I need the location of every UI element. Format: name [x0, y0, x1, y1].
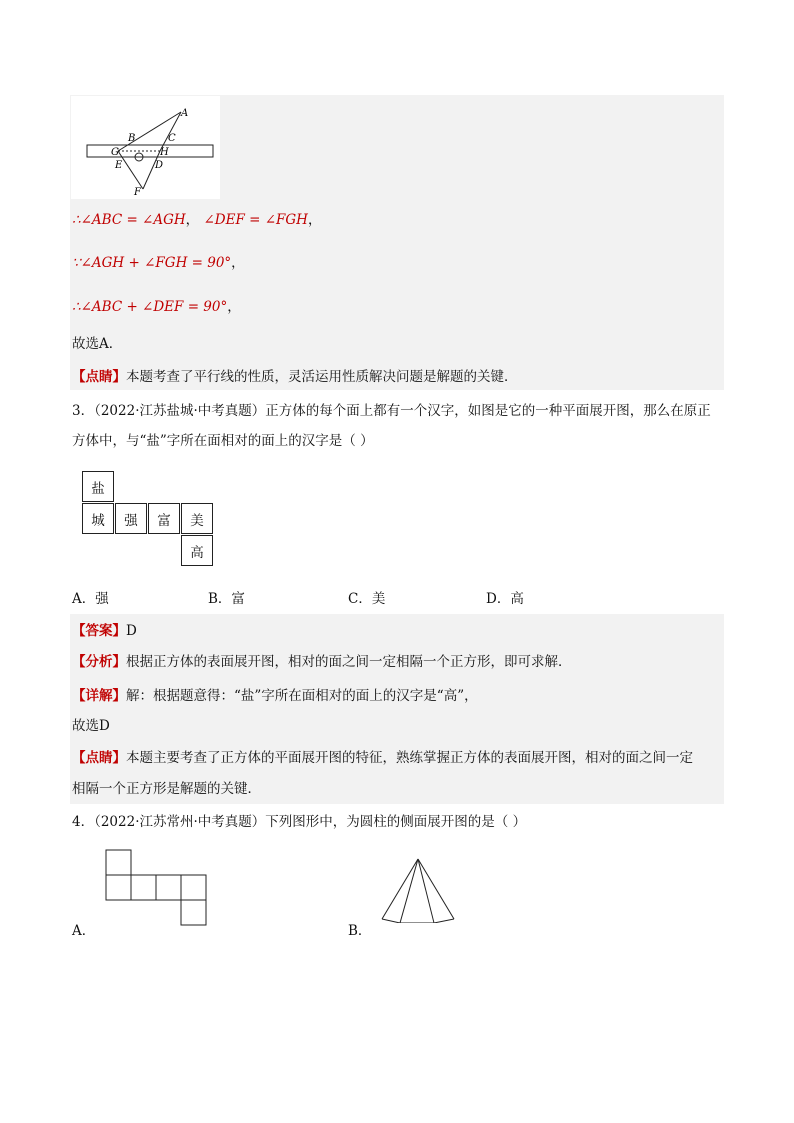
q3-comment-line-1: 【点睛】本题主要考查了正方体的平面展开图的特征，熟练掌握正方体的表面展开图，相对的面之间一定	[72, 750, 693, 766]
q4-figure-a	[105, 849, 209, 927]
proof-line-2: ∵∠AGH + ∠FGH = 90°，	[72, 255, 245, 271]
label-f: F	[134, 187, 141, 198]
q3-stem-line-1: 3．（2022·江苏盐城·中考真题）正方体的每个面上都有一个汉字，如图是它的一种平面展开图，那么在原正	[72, 403, 711, 419]
q3-stem-line-2: 方体中，与“盐”字所在面相对的面上的汉字是（ ）	[72, 433, 374, 449]
prev-choice: 故选A．	[72, 336, 123, 352]
q3-option-c: C．美	[348, 591, 386, 607]
proof-line-1a: ∴∠ABC = ∠AGH	[72, 212, 186, 228]
label-b: B	[128, 133, 136, 144]
geometry-figure	[71, 96, 220, 199]
q4-figure-b	[380, 857, 456, 923]
label-h: H	[160, 147, 169, 158]
q3-analysis: 【分析】根据正方体的表面展开图，相对的面之间一定相隔一个正方形，即可求解．	[72, 654, 572, 670]
q3-choice: 故选D	[72, 718, 110, 734]
proof-line-3: ∴∠ABC + ∠DEF = 90°，	[72, 299, 241, 315]
q3-option-b: B．富	[208, 591, 245, 607]
q3-option-a: A．强	[72, 591, 109, 607]
net-cell-row-2: 强	[115, 503, 147, 534]
q4-stem: 4．（2022·江苏常州·中考真题）下列图形中，为圆柱的侧面展开图的是（ ）	[72, 814, 527, 830]
q3-option-d: D．高	[486, 591, 524, 607]
proof-line-1b: ∠DEF = ∠FGH	[203, 212, 308, 228]
net-cell-bottom: 高	[181, 535, 213, 566]
q3-comment-line-2: 相隔一个正方形是解题的关键．	[72, 781, 261, 797]
comment-tag: 【点睛】	[72, 369, 126, 385]
label-d: D	[155, 160, 164, 171]
label-e: E	[115, 160, 123, 171]
q3-answer: 【答案】D	[72, 623, 137, 639]
parallel-lines-figure	[71, 96, 220, 199]
net-cell-row-1: 城	[82, 503, 114, 534]
cube-net	[82, 471, 216, 569]
label-c: C	[168, 133, 176, 144]
q4-option-a: A．	[72, 923, 96, 939]
prev-comment: 【点睛】本题考查了平行线的性质，灵活运用性质解决问题是解题的关键．	[72, 369, 518, 385]
answer-value: D	[126, 623, 137, 639]
solution-band-q3	[70, 614, 724, 804]
net-cell-row-4: 美	[181, 503, 213, 534]
proof-line-1: ∴∠ABC = ∠AGH， ∠DEF = ∠FGH，	[72, 212, 322, 228]
net-cell-top: 盐	[82, 471, 114, 502]
q4-option-b: B．	[348, 923, 372, 939]
label-g: G	[111, 147, 119, 158]
q3-detail: 【详解】解：根据题意得：“盐”字所在面相对的面上的汉字是“高”，	[72, 688, 478, 704]
label-a: A	[181, 108, 189, 119]
net-cell-row-3: 富	[148, 503, 180, 534]
